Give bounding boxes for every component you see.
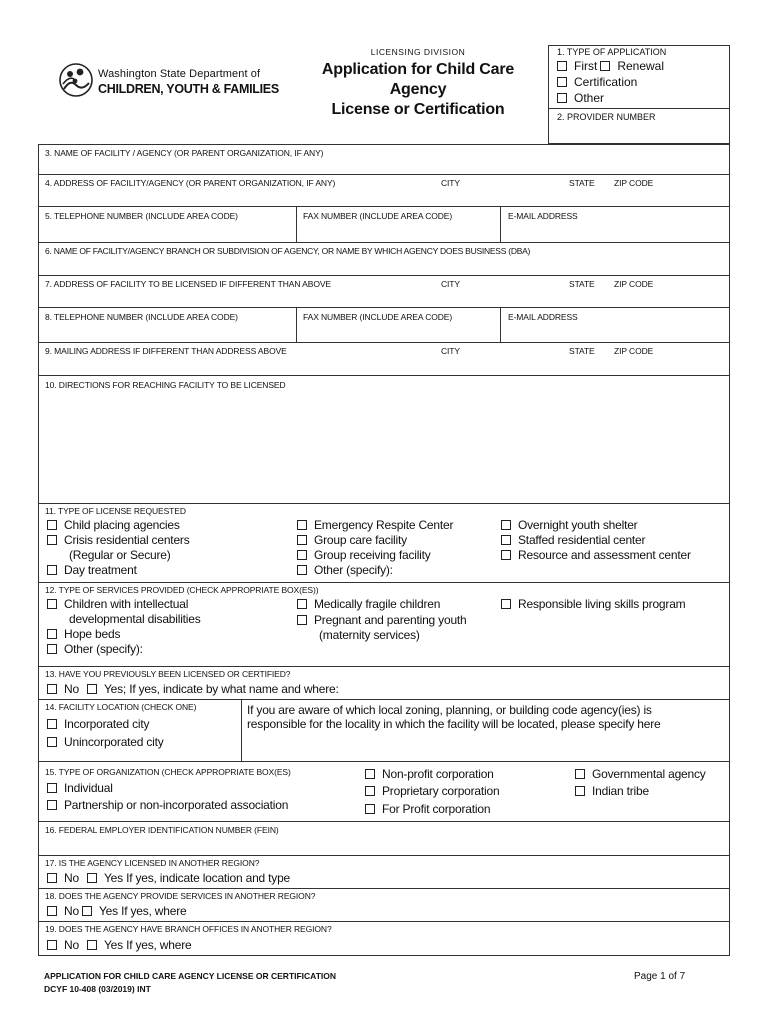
field-7-row[interactable] — [38, 276, 730, 308]
resource-assessment-checkbox[interactable] — [501, 550, 511, 560]
service-living-skills — [501, 597, 685, 611]
first-checkbox[interactable] — [557, 61, 567, 71]
field-9-city-label: CITY — [441, 346, 460, 356]
zoning-note-line2: responsible for the locality in which the facility will be located, please specify here — [247, 717, 661, 731]
service-hope-beds — [47, 627, 120, 641]
section-11-label: 11. TYPE OF LICENSE REQUESTED — [45, 506, 186, 516]
service-medically-fragile — [297, 597, 440, 611]
day-treatment-label: Day treatment — [64, 563, 137, 577]
renewal-label: Renewal — [617, 59, 665, 73]
form-title-line1: Application for Child Care — [321, 61, 515, 78]
license-resource-assessment — [501, 548, 691, 562]
field-5-fax-label: FAX NUMBER (INCLUDE AREA CODE) — [303, 211, 453, 221]
type-of-application-box — [548, 45, 730, 144]
section-15-organization-type — [38, 762, 730, 822]
field-8-divider-1 — [296, 308, 297, 342]
day-treatment-checkbox[interactable] — [47, 565, 57, 575]
location-unincorporated — [47, 735, 164, 749]
section-16-fein[interactable] — [38, 822, 730, 856]
field-8-email-label: E-MAIL ADDRESS — [508, 312, 578, 322]
other-region-license-yes-checkbox[interactable] — [87, 873, 97, 883]
emergency-respite-checkbox[interactable] — [297, 520, 307, 530]
type-box-divider — [549, 108, 729, 109]
section-13-label: 13. HAVE YOU PREVIOUSLY BEEN LICENSED OR CERTIFIED? — [45, 669, 291, 679]
resource-assessment-label: Resource and assessment center — [518, 548, 691, 562]
form-title-line3: License or Certification — [331, 101, 505, 118]
certification-label: Certification — [574, 75, 638, 89]
service-intellectual-disabilities — [47, 597, 188, 611]
hope-beds-label: Hope beds — [64, 627, 121, 641]
footer-form-title: APPLICATION FOR CHILD CARE AGENCY LICENSE OR CERTIFICATION — [44, 971, 336, 981]
group-care-checkbox[interactable] — [297, 535, 307, 545]
services-other-region-no-checkbox[interactable] — [47, 906, 57, 916]
field-7-zip-label: ZIP CODE — [614, 279, 654, 289]
dcyf-family-icon — [58, 62, 94, 98]
field-6-row[interactable] — [38, 243, 730, 276]
licensing-division: LICENSING DIVISION — [370, 47, 466, 57]
agency-name-line2: CHILDREN, YOUTH & FAMILIES — [98, 82, 279, 96]
overnight-shelter-label: Overnight youth shelter — [518, 518, 638, 532]
previous-license-no-label: No — [64, 682, 79, 696]
org-indian-tribe — [575, 784, 649, 798]
other-line — [557, 91, 604, 105]
services-other-region-yes-label: Yes If yes, where — [98, 904, 187, 918]
proprietary-checkbox[interactable] — [365, 786, 375, 796]
field-7-state-label: STATE — [569, 279, 595, 289]
license-staffed-residential — [501, 533, 645, 547]
branch-offices-no-label: No — [64, 938, 79, 952]
unincorporated-label: Unincorporated city — [64, 735, 164, 749]
pregnant-parenting-label: Pregnant and parenting youth — [314, 613, 467, 627]
field-7-city-label: CITY — [441, 279, 460, 289]
field-4-row[interactable] — [38, 175, 730, 207]
section-13-previous-license — [38, 667, 730, 700]
field-3-row[interactable] — [38, 144, 730, 175]
footer-form-number: DCYF 10-408 (03/2019) INT — [44, 984, 151, 994]
field-9-zip-label: ZIP CODE — [614, 346, 654, 356]
incorporated-label: Incorporated city — [64, 717, 150, 731]
org-forprofit — [365, 802, 490, 816]
individual-label: Individual — [64, 781, 113, 795]
license-child-placing — [47, 518, 180, 532]
form-title — [296, 60, 540, 120]
medically-fragile-checkbox[interactable] — [297, 599, 307, 609]
section-14-label: 14. FACILITY LOCATION (CHECK ONE) — [45, 702, 197, 712]
field-10-label: 10. DIRECTIONS FOR REACHING FACILITY TO BE LICENSED — [45, 380, 286, 390]
intellectual-disabilities-checkbox[interactable] — [47, 599, 57, 609]
previous-license-options — [47, 682, 339, 696]
field-8-divider-2 — [500, 308, 501, 342]
group-receiving-label: Group receiving facility — [314, 548, 431, 562]
license-emergency-respite — [297, 518, 453, 532]
org-individual — [47, 781, 113, 795]
branch-offices-no-checkbox[interactable] — [47, 940, 57, 950]
license-other-label: Other (specify): — [314, 563, 393, 577]
field-5-email-label: E-MAIL ADDRESS — [508, 211, 578, 221]
section-19-branch-offices — [38, 922, 730, 956]
medically-fragile-label: Medically fragile children — [314, 597, 441, 611]
crisis-residential-sub: (Regular or Secure) — [69, 548, 171, 562]
field-5-divider-2 — [500, 207, 501, 242]
service-pregnant-parenting — [297, 613, 467, 627]
individual-checkbox[interactable] — [47, 783, 57, 793]
forprofit-checkbox[interactable] — [365, 804, 375, 814]
field-8-label: 8. TELEPHONE NUMBER (INCLUDE AREA CODE) — [45, 312, 238, 322]
child-placing-checkbox[interactable] — [47, 520, 57, 530]
incorporated-checkbox[interactable] — [47, 719, 57, 729]
partnership-checkbox[interactable] — [47, 800, 57, 810]
field-8-row[interactable] — [38, 308, 730, 343]
other-region-license-no-label: No — [64, 871, 79, 885]
license-crisis-residential — [47, 533, 190, 547]
field-4-state-label: STATE — [569, 178, 595, 188]
license-overnight-shelter — [501, 518, 637, 532]
zoning-note-line1: If you are aware of which local zoning, planning, or building code agency(ies) is — [247, 703, 652, 717]
crisis-residential-label: Crisis residential centers — [64, 533, 190, 547]
type-of-application-label: 1. TYPE OF APPLICATION — [557, 47, 667, 57]
first-renewal-line — [557, 59, 664, 73]
group-receiving-checkbox[interactable] — [297, 550, 307, 560]
services-other-region-yes-checkbox[interactable] — [82, 906, 92, 916]
staffed-residential-label: Staffed residential center — [518, 533, 646, 547]
governmental-checkbox[interactable] — [575, 769, 585, 779]
field-7-label: 7. ADDRESS OF FACILITY TO BE LICENSED IF DIFFERENT THAN ABOVE — [45, 279, 331, 289]
certification-checkbox[interactable] — [557, 77, 567, 87]
unincorporated-checkbox[interactable] — [47, 737, 57, 747]
section-17-other-region-license — [38, 856, 730, 889]
services-other-region-no-label: No — [64, 904, 79, 918]
field-9-state-label: STATE — [569, 346, 595, 356]
org-partnership — [47, 798, 288, 812]
intellectual-disabilities-label: Children with intellectual — [64, 597, 189, 611]
indian-tribe-label: Indian tribe — [592, 784, 649, 798]
previous-license-yes-checkbox[interactable] — [87, 684, 97, 694]
proprietary-label: Proprietary corporation — [382, 784, 500, 798]
org-proprietary — [365, 784, 499, 798]
nonprofit-label: Non-profit corporation — [382, 767, 494, 781]
governmental-label: Governmental agency — [592, 767, 706, 781]
branch-offices-yes-label: Yes If yes, where — [103, 938, 192, 952]
section-15-label: 15. TYPE OF ORGANIZATION (CHECK APPROPRIATE BOX(ES) — [45, 767, 291, 777]
org-governmental — [575, 767, 706, 781]
field-5-row[interactable] — [38, 207, 730, 243]
crisis-residential-checkbox[interactable] — [47, 535, 57, 545]
license-other-checkbox[interactable] — [297, 565, 307, 575]
forprofit-label: For Profit corporation — [382, 802, 491, 816]
field-9-row[interactable] — [38, 343, 730, 376]
service-other-checkbox[interactable] — [47, 644, 57, 654]
section-12-label: 12. TYPE OF SERVICES PROVIDED (CHECK APPROPRIATE BOX(ES)) — [45, 585, 319, 595]
field-4-city-label: CITY — [441, 178, 460, 188]
field-10-row[interactable] — [38, 376, 730, 504]
section-12-services — [38, 583, 730, 667]
field-9-label: 9. MAILING ADDRESS IF DIFFERENT THAN ADDRESS ABOVE — [45, 346, 287, 356]
section-11-license-type — [38, 504, 730, 583]
nonprofit-checkbox[interactable] — [365, 769, 375, 779]
section-14-facility-location — [38, 700, 730, 762]
staffed-residential-checkbox[interactable] — [501, 535, 511, 545]
previous-license-yes-label: Yes; If yes, indicate by what name and where: — [103, 682, 339, 696]
field-8-fax-label: FAX NUMBER (INCLUDE AREA CODE) — [303, 312, 453, 322]
dcyf-logo — [58, 62, 278, 102]
services-other-region-options — [47, 904, 187, 918]
section-19-label: 19. DOES THE AGENCY HAVE BRANCH OFFICES IN ANOTHER REGION? — [45, 924, 332, 934]
section-14-divider — [241, 700, 242, 761]
overnight-shelter-checkbox[interactable] — [501, 520, 511, 530]
other-region-license-yes-label: Yes If yes, indicate location and type — [103, 871, 291, 885]
form-title-line2: Agency — [389, 81, 447, 98]
certification-line — [557, 75, 637, 89]
license-group-care — [297, 533, 407, 547]
field-5-divider-1 — [296, 207, 297, 242]
section-17-label: 17. IS THE AGENCY LICENSED IN ANOTHER REGION? — [45, 858, 260, 868]
intellectual-disabilities-sub: developmental disabilities — [69, 612, 201, 626]
field-4-label: 4. ADDRESS OF FACILITY/AGENCY (OR PARENT ORGANIZATION, IF ANY) — [45, 178, 336, 188]
license-group-receiving — [297, 548, 431, 562]
child-placing-label: Child placing agencies — [64, 518, 180, 532]
field-5-label: 5. TELEPHONE NUMBER (INCLUDE AREA CODE) — [45, 211, 238, 221]
renewal-checkbox[interactable] — [600, 61, 610, 71]
org-nonprofit — [365, 767, 494, 781]
provider-number-label: 2. PROVIDER NUMBER — [557, 112, 656, 122]
pregnant-parenting-checkbox[interactable] — [297, 615, 307, 625]
service-other — [47, 642, 143, 656]
license-other — [297, 563, 393, 577]
emergency-respite-label: Emergency Respite Center — [314, 518, 454, 532]
field-4-zip-label: ZIP CODE — [614, 178, 654, 188]
section-18-label: 18. DOES THE AGENCY PROVIDE SERVICES IN ANOTHER REGION? — [45, 891, 316, 901]
field-3-label: 3. NAME OF FACILITY / AGENCY (OR PARENT ORGANIZATION, IF ANY) — [45, 148, 324, 158]
hope-beds-checkbox[interactable] — [47, 629, 57, 639]
other-region-license-options — [47, 871, 290, 885]
section-18-services-other-region — [38, 889, 730, 922]
living-skills-checkbox[interactable] — [501, 599, 511, 609]
agency-name-line1: Washington State Department of — [98, 68, 261, 80]
pregnant-parenting-sub: (maternity services) — [319, 628, 420, 642]
previous-license-no-checkbox[interactable] — [47, 684, 57, 694]
field-6-label: 6. NAME OF FACILITY/AGENCY BRANCH OR SUBDIVISION OF AGENCY, OR NAME BY WHICH AGENCY DOES BUSINESS (DBA) — [45, 246, 531, 256]
service-other-label: Other (specify): — [64, 642, 143, 656]
other-checkbox[interactable] — [557, 93, 567, 103]
living-skills-label: Responsible living skills program — [518, 597, 686, 611]
location-incorporated — [47, 717, 149, 731]
group-care-label: Group care facility — [314, 533, 407, 547]
indian-tribe-checkbox[interactable] — [575, 786, 585, 796]
branch-offices-yes-checkbox[interactable] — [87, 940, 97, 950]
first-label: First — [574, 59, 598, 73]
page-number: Page 1 of 7 — [634, 971, 686, 982]
partnership-label: Partnership or non-incorporated association — [64, 798, 289, 812]
section-16-label: 16. FEDERAL EMPLOYER IDENTIFICATION NUMBER (FEIN) — [45, 825, 279, 835]
branch-offices-options — [47, 938, 192, 952]
license-day-treatment — [47, 563, 137, 577]
other-label: Other — [574, 91, 605, 105]
other-region-license-no-checkbox[interactable] — [47, 873, 57, 883]
